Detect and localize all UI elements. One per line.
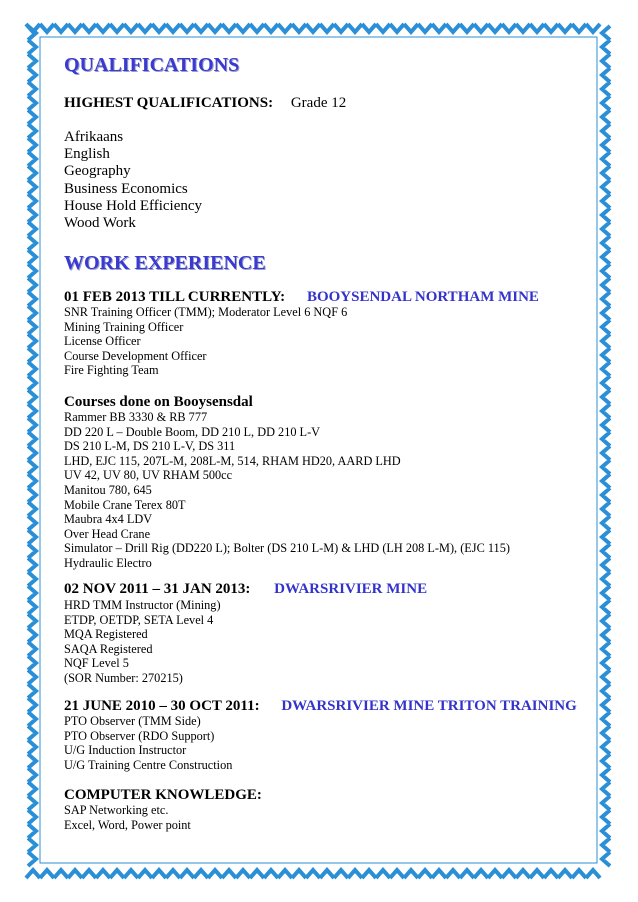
subject-item: Afrikaans (64, 129, 124, 145)
subject-list (64, 129, 202, 232)
role-item: License Officer (64, 334, 141, 349)
role-item: PTO Observer (RDO Support) (64, 728, 215, 743)
subject-item: Geography (64, 163, 131, 180)
course-item: Manitou 780, 645 (64, 482, 152, 497)
courses-list (64, 410, 510, 571)
course-item: Over Head Crane (64, 526, 151, 541)
role-item: Fire Fighting Team (64, 363, 159, 378)
courses-title: Courses done on Booysensdal (64, 394, 253, 410)
course-item: Simulator – Drill Rig (DD220 L); Bolter (DS 210 L-M) & LHD (LH 208 L-M), (EJC 115) (64, 541, 510, 556)
course-item: LHD, EJC 115, 207L-M, 208L-M, 514, RHAM HD20, AARD LHD (64, 453, 401, 468)
job2-period: 02 NOV 2011 – 31 JAN 2013: (64, 581, 251, 597)
course-item: Mobile Crane Terex 80T (64, 497, 186, 512)
role-item: SAQA Registered (64, 641, 153, 656)
job3-employer: DWARSRIVIER MINE TRITON TRAINING (281, 698, 577, 714)
computer-item: SAP Networking etc. (64, 803, 169, 817)
course-item: DS 210 L-M, DS 210 L-V, DS 311 (64, 439, 236, 454)
role-item: PTO Observer (TMM Side) (64, 714, 201, 728)
role-item: (SOR Number: 270215) (64, 670, 183, 685)
subject-item: Wood Work (64, 215, 136, 232)
subject-item: Business Economics (64, 180, 188, 197)
job3-roles (64, 714, 232, 772)
job2-roles (64, 598, 221, 686)
computer-knowledge-title: COMPUTER KNOWLEDGE: (64, 787, 262, 803)
job3-header (64, 698, 577, 715)
highest-qualification-row (64, 95, 346, 112)
job2-header (64, 581, 427, 598)
subject-item: English (64, 146, 110, 163)
course-item: Maubra 4x4 LDV (64, 512, 153, 527)
role-item: ETDP, OETDP, SETA Level 4 (64, 612, 214, 627)
job3-period: 21 JUNE 2010 – 30 OCT 2011: (64, 698, 260, 714)
course-item: DD 220 L – Double Boom, DD 210 L, DD 210 L-V (64, 424, 321, 439)
job1-employer: BOOYSENDAL NORTHAM MINE (306, 289, 539, 305)
course-item: Rammer BB 3330 & RB 777 (64, 410, 208, 424)
role-item: NQF Level 5 (64, 656, 129, 671)
highest-qualification-value: Grade 12 (290, 95, 347, 111)
job2-employer: DWARSRIVIER MINE (274, 581, 428, 597)
role-item: SNR Training Officer (TMM); Moderator Level 6 NQF 6 (64, 305, 348, 319)
role-item: MQA Registered (64, 627, 148, 642)
role-item: HRD TMM Instructor (Mining) (64, 598, 221, 612)
role-item: Mining Training Officer (64, 319, 184, 334)
role-item: Course Development Officer (64, 348, 207, 363)
course-item: Hydraulic Electro (64, 555, 152, 570)
job1-header (64, 289, 539, 306)
job1-roles (64, 305, 347, 378)
subject-item: House Hold Efficiency (64, 197, 203, 214)
qualifications-heading: QUALIFICATIONS (64, 54, 240, 76)
course-item: UV 42, UV 80, UV RHAM 500cc (64, 468, 233, 483)
computer-knowledge-list (64, 803, 191, 832)
role-item: U/G Training Centre Construction (64, 757, 233, 772)
job1-period: 01 FEB 2013 TILL CURRENTLY: (64, 289, 286, 305)
role-item: U/G Induction Instructor (64, 743, 187, 758)
computer-item: Excel, Word, Power point (64, 817, 191, 832)
highest-qualification-label: HIGHEST QUALIFICATIONS: (64, 95, 274, 111)
work-experience-heading: WORK EXPERIENCE (64, 252, 266, 274)
